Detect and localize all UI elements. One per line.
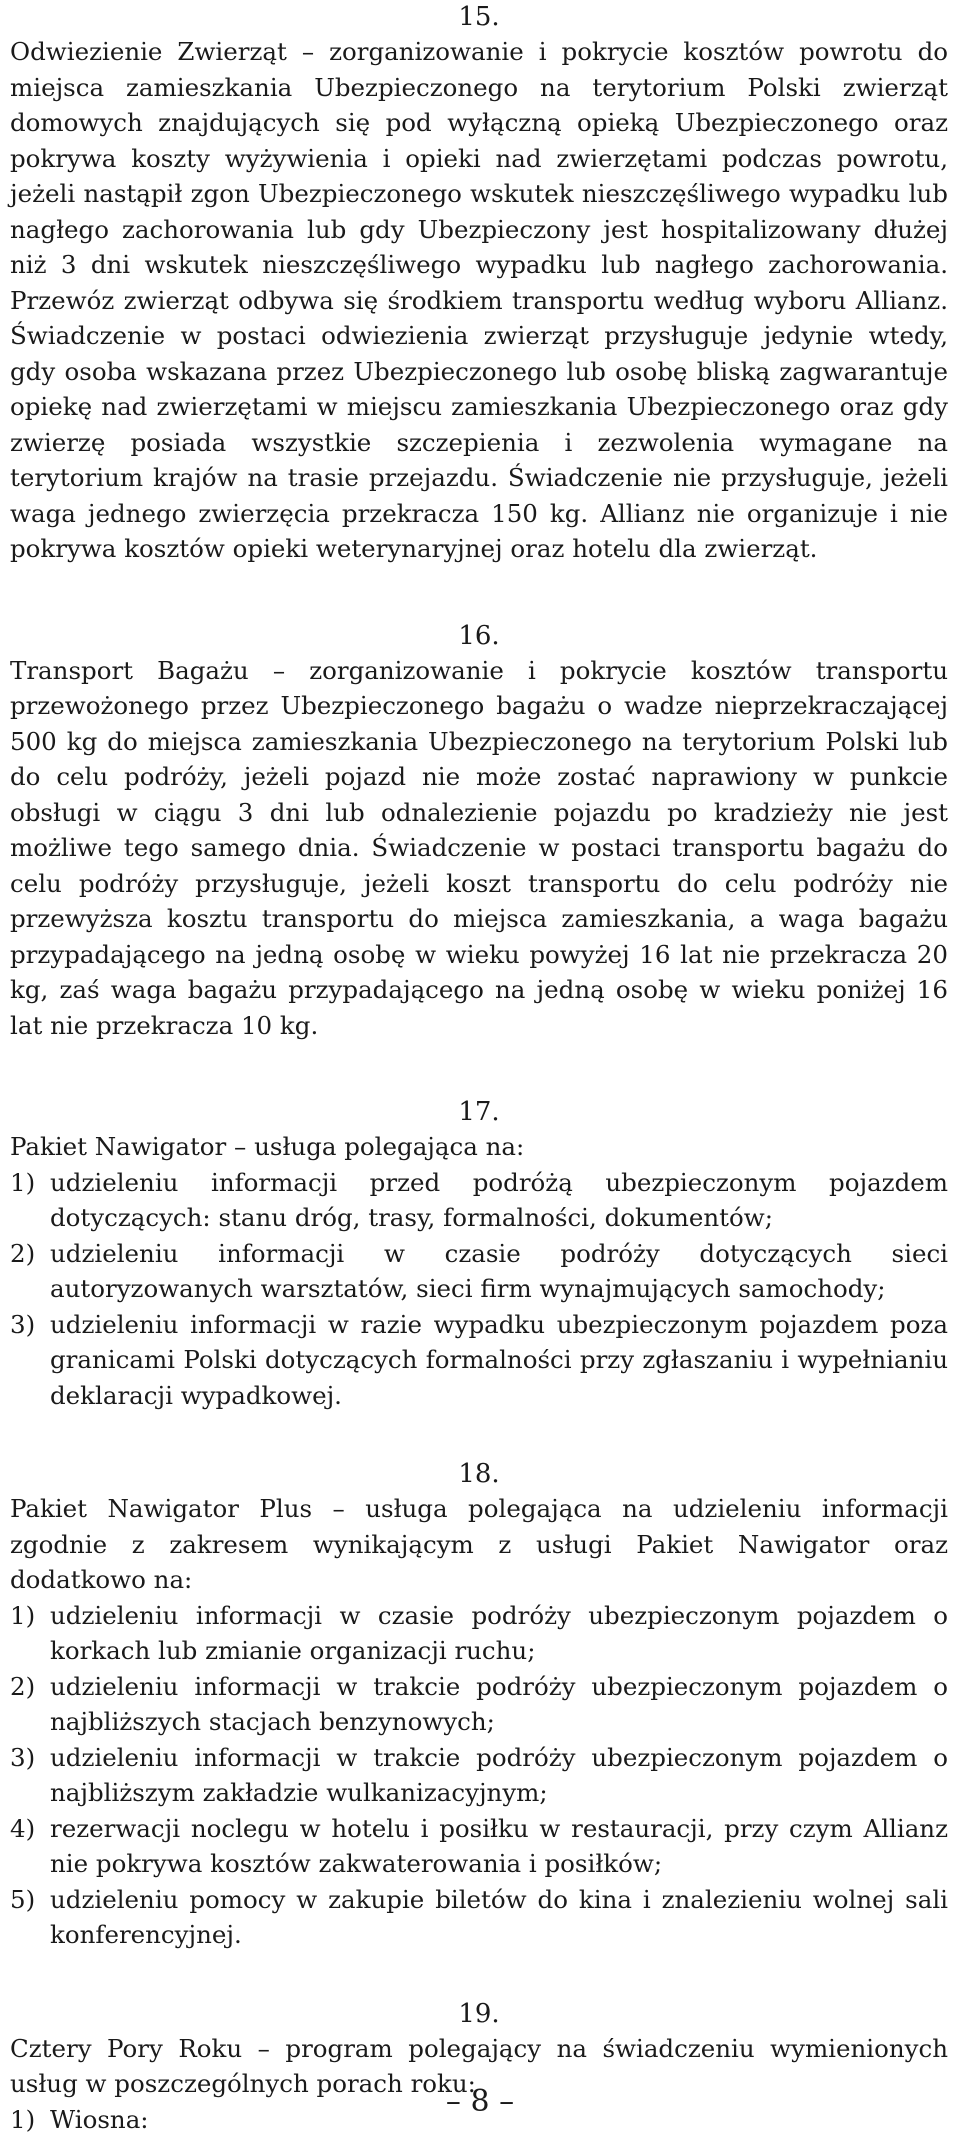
defined-term: Transport Bagażu — [10, 656, 249, 685]
section-15 — [10, 0, 948, 567]
section-number: 16. — [10, 619, 948, 653]
list-item — [10, 1165, 948, 1236]
list-marker: 2) — [10, 1669, 35, 1705]
section-paragraph — [10, 1491, 948, 1598]
list-marker: 3) — [10, 1740, 35, 1776]
list-item-text: udzieleniu informacji w trakcie podróży ubezpieczonym pojazdem o najbliższych stacjach benzynowych; — [50, 1672, 948, 1737]
list-marker: 1) — [10, 1165, 35, 1201]
section-number: 17. — [10, 1095, 948, 1129]
definition-text: – program polegający na świadczeniu wymienionych usług w poszczególnych porach roku: — [10, 2034, 948, 2099]
section-number: 15. — [10, 0, 948, 34]
list-item — [10, 1236, 948, 1307]
list-item — [10, 1882, 948, 1953]
list-item-text: udzieleniu informacji w razie wypadku ubezpieczonym pojazdem poza granicami Polski dotyczących formalności przy zgłaszaniu i wypełnianiu deklaracji wypadkowej. — [50, 1310, 948, 1410]
section-paragraph — [10, 34, 948, 567]
list-marker: 1) — [10, 1598, 35, 1634]
list-item — [10, 1740, 948, 1811]
definition-text: – usługa polegająca na: — [226, 1132, 524, 1161]
defined-term: Cztery Pory Roku — [10, 2034, 242, 2063]
list-item-text: udzieleniu informacji przed podróżą ubezpieczonym pojazdem dotyczących: stanu dróg, trasy, formalności, dokumentów; — [50, 1168, 948, 1233]
list-item-text: udzieleniu informacji w czasie podróży ubezpieczonym pojazdem o korkach lub zmianie organizacji ruchu; — [50, 1601, 948, 1666]
list-item-text: rezerwacji noclegu w hotelu i posiłku w restauracji, przy czym Allianz nie pokrywa kosztów zakwaterowania i posiłków; — [50, 1814, 948, 1879]
list-marker: 1) — [10, 2102, 35, 2137]
list-item-text: Wiosna: — [50, 2105, 149, 2134]
list-item — [10, 1811, 948, 1882]
list-item-text: udzieleniu pomocy w zakupie biletów do kina i znalezieniu wolnej sali konferencyjnej. — [50, 1885, 948, 1950]
list-marker: 2) — [10, 1236, 35, 1272]
page-number: – 8 – — [0, 2082, 960, 2122]
list-item-text: udzieleniu informacji w czasie podróży dotyczących sieci autoryzowanych warsztatów, sieci firm wynajmujących samochody; — [50, 1239, 948, 1304]
section-18 — [10, 1457, 948, 1953]
numbered-list — [10, 1165, 948, 1414]
document-page — [10, 0, 948, 2137]
list-item — [10, 1307, 948, 1414]
list-item — [10, 1598, 948, 1669]
section-number: 18. — [10, 1457, 948, 1491]
definition-text: – zorganizowanie i pokrycie kosztów transportu przewożonego przez Ubezpieczonego bagażu o wadze nieprzekraczającej 500 kg do miejsca zamieszkania Ubezpieczonego na terytorium Polski lub do celu podróży, jeżeli pojazd nie może zostać naprawiony w punkcie obsługi w ciągu 3 dni lub odnalezienie pojazdu po kradzieży nie jest możliwe tego samego dnia. Świadczenie w postaci transportu bagażu do celu podróży przysługuje, jeżeli koszt transportu do celu podróży nie przewyższa kosztu transportu do miejsca zamieszkania, a waga bagażu przypadającego na jedną osobę w wieku powyżej 16 lat nie przekracza 20 kg, zaś waga bagażu przypadającego na jedną osobę w wieku poniżej 16 lat nie przekracza 10 kg. — [10, 656, 948, 1040]
definition-text: – zorganizowanie i pokrycie kosztów powrotu do miejsca zamieszkania Ubezpieczonego na terytorium Polski zwierząt domowych znajdujących się pod wyłączną opieką Ubezpieczonego oraz pokrywa koszty wyżywienia i opieki nad zwierzętami podczas powrotu, jeżeli nastąpił zgon Ubezpieczonego wskutek nieszczęśliwego wypadku lub nagłego zachorowania lub gdy Ubezpieczony jest hospitalizowany dłużej niż 3 dni wskutek nieszczęśliwego wypadku lub nagłego zachorowania. Przewóz zwierząt odbywa się środkiem transportu według wyboru Allianz. Świadczenie w postaci odwiezienia zwierząt przysługuje jedynie wtedy, gdy osoba wskazana przez Ubezpieczonego lub osobę bliską zagwarantuje opiekę nad zwierzętami w miejscu zamieszkania Ubezpieczonego oraz gdy zwierzę posiada wszystkie szczepienia i zezwolenia wymagane na terytorium krajów na trasie przejazdu. Świadczenie nie przysługuje, jeżeli waga jednego zwierzęcia przekracza 150 kg. Allianz nie organizuje i nie pokrywa kosztów opieki weterynaryjnej oraz hotelu dla zwierząt. — [10, 37, 948, 563]
defined-term: Odwiezienie Zwierząt — [10, 37, 287, 66]
list-marker: 4) — [10, 1811, 35, 1847]
section-17 — [10, 1095, 948, 1413]
defined-term: Pakiet Nawigator Plus — [10, 1494, 312, 1523]
section-16 — [10, 619, 948, 1044]
list-item-text: udzieleniu informacji w trakcie podróży ubezpieczonym pojazdem o najbliższym zakładzie wulkanizacyjnym; — [50, 1743, 948, 1808]
list-marker: 3) — [10, 1307, 35, 1343]
list-marker: 5) — [10, 1882, 35, 1918]
list-item — [10, 1669, 948, 1740]
definition-text: – usługa polegająca na udzieleniu informacji zgodnie z zakresem wynikającym z usługi Pakiet Nawigator oraz dodatkowo na: — [10, 1494, 948, 1594]
section-paragraph — [10, 1129, 948, 1165]
defined-term: Pakiet Nawigator — [10, 1132, 226, 1161]
numbered-list — [10, 1598, 948, 1953]
section-paragraph — [10, 653, 948, 1044]
section-number: 19. — [10, 1997, 948, 2031]
